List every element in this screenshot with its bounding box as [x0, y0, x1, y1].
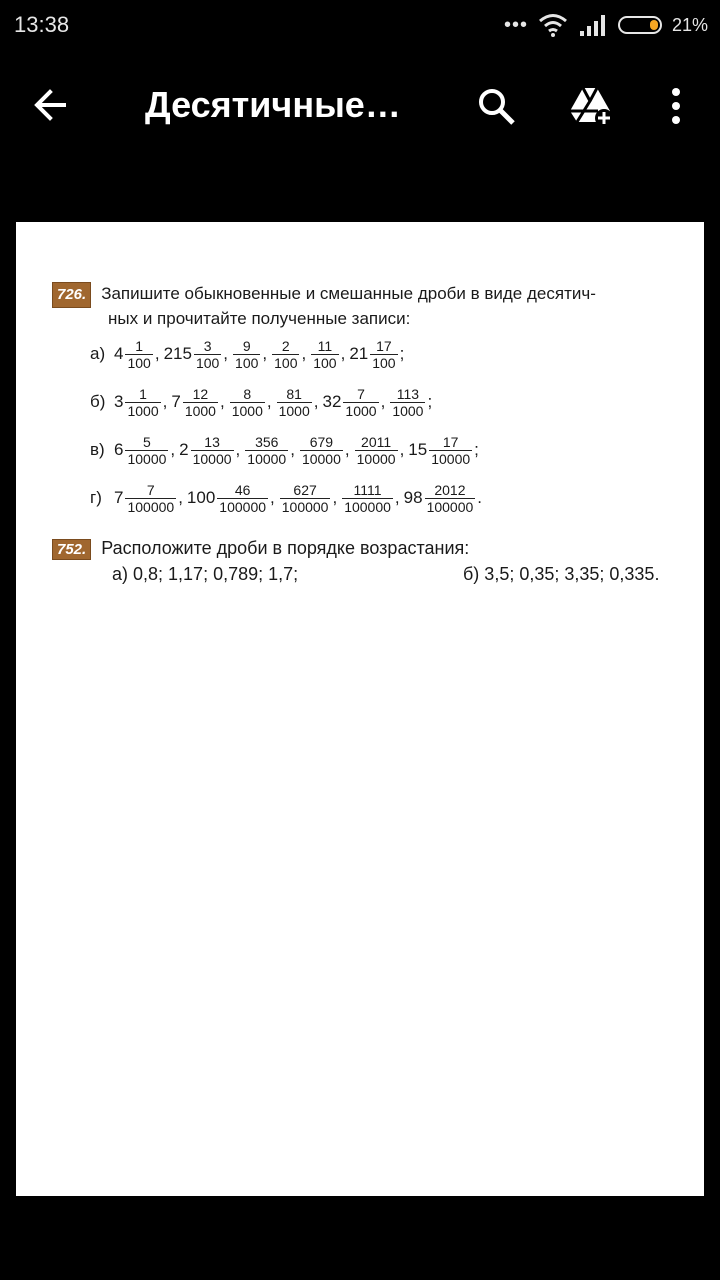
numerator: 627 — [293, 481, 317, 498]
numerator: 17 — [376, 337, 392, 354]
numerator: 13 — [204, 433, 220, 450]
fraction — [191, 434, 234, 467]
status-bar — [0, 0, 720, 50]
fraction — [125, 434, 168, 467]
fraction-row — [90, 426, 662, 474]
wifi-icon — [538, 13, 568, 37]
document-page[interactable] — [16, 222, 704, 1196]
page-title: Десятичные… — [145, 84, 401, 125]
whole-part: 215 — [163, 344, 192, 363]
numerator: 12 — [192, 385, 209, 402]
numerator: 1 — [139, 385, 147, 402]
separator: , — [270, 488, 275, 507]
fraction-row — [90, 378, 662, 426]
numerator: 17 — [442, 433, 459, 450]
separator: , — [262, 344, 268, 363]
separator: , — [399, 440, 405, 459]
separator: , — [380, 392, 386, 411]
separator: , — [162, 392, 168, 411]
fraction — [280, 482, 331, 515]
denominator: 100 — [313, 354, 337, 371]
fraction — [245, 434, 288, 467]
battery-icon — [618, 16, 662, 34]
more-vert-icon[interactable] — [654, 84, 698, 128]
whole-part: 100 — [186, 488, 216, 507]
document-content — [52, 282, 662, 585]
fraction — [343, 386, 378, 419]
numerator: 2012 — [434, 481, 466, 498]
fraction — [300, 434, 343, 467]
denominator: 1000 — [345, 402, 377, 419]
separator: , — [170, 440, 176, 459]
denominator: 10000 — [192, 450, 232, 467]
fraction — [125, 386, 160, 419]
whole-part: 2 — [179, 440, 189, 459]
separator: , — [313, 392, 319, 411]
numerator: 3 — [203, 337, 212, 354]
denominator: 100000 — [281, 498, 329, 515]
denominator: 100 — [127, 354, 151, 371]
fraction — [355, 434, 398, 467]
denominator: 100 — [195, 354, 220, 371]
row-label: в) — [90, 440, 105, 459]
denominator: 100000 — [219, 498, 267, 515]
fraction — [277, 386, 312, 419]
numerator: 2011 — [361, 433, 392, 450]
part-a: а) 0,8; 1,17; 0,789; 1,7; — [112, 564, 299, 584]
denominator: 1000 — [278, 402, 310, 419]
status-time: 13:38 — [14, 12, 70, 37]
exercise-752 — [52, 538, 662, 585]
whole-part: 7 — [114, 488, 124, 507]
fraction — [230, 386, 265, 419]
whole-part: 6 — [114, 440, 124, 459]
fraction — [125, 338, 152, 371]
numerator: 1111 — [353, 481, 382, 498]
back-arrow-icon[interactable] — [30, 85, 70, 125]
denominator: 1000 — [184, 402, 216, 419]
separator: , — [340, 344, 346, 363]
signal-icon — [578, 13, 608, 37]
whole-part: 15 — [408, 440, 428, 459]
separator: , — [344, 440, 350, 459]
row-label: а) — [90, 344, 106, 363]
whole-part: 7 — [171, 392, 181, 411]
drive-add-icon[interactable] — [568, 84, 612, 128]
separator: . — [477, 488, 483, 507]
separator: , — [178, 488, 183, 507]
denominator: 1000 — [231, 402, 263, 419]
fraction — [194, 338, 221, 371]
fraction — [272, 338, 299, 371]
denominator: 1000 — [392, 402, 424, 419]
numerator: 7 — [146, 481, 155, 498]
fraction — [217, 482, 268, 515]
numerator: 8 — [243, 385, 252, 402]
exercise-number: 726. — [52, 282, 91, 308]
denominator: 10000 — [127, 450, 167, 467]
whole-part: 21 — [349, 344, 369, 363]
fraction-row — [90, 330, 662, 378]
numerator: 46 — [234, 481, 251, 498]
fraction — [429, 434, 472, 467]
denominator: 100000 — [344, 498, 391, 515]
denominator: 10000 — [356, 450, 396, 467]
whole-part: 98 — [403, 488, 423, 507]
fraction — [125, 482, 176, 515]
fraction — [425, 482, 476, 515]
app-bar — [0, 60, 720, 150]
row-label: б) — [90, 392, 106, 411]
denominator: 10000 — [247, 450, 287, 467]
fraction — [233, 338, 260, 371]
separator: , — [332, 488, 338, 507]
separator: ; — [427, 392, 433, 411]
denominator: 10000 — [301, 450, 341, 467]
separator: , — [301, 344, 307, 363]
numerator: 5 — [143, 433, 151, 450]
fraction-row — [90, 474, 662, 522]
separator: , — [394, 488, 400, 507]
status-icons — [504, 10, 708, 40]
exercise-text-line1: Запишите обыкновенные и смешанные дроби в виде десятич- — [101, 284, 596, 303]
exercise-number: 752. — [52, 539, 91, 560]
separator: , — [290, 440, 295, 459]
denominator: 100 — [235, 354, 259, 371]
separator: ; — [399, 344, 405, 363]
separator: , — [154, 344, 160, 363]
exercise-text: Расположите дроби в порядке возрастания: — [101, 538, 470, 558]
exercise-726 — [52, 282, 662, 330]
whole-part: 32 — [322, 392, 342, 411]
numerator: 9 — [242, 337, 251, 354]
denominator: 100000 — [426, 498, 474, 515]
battery-percent: 21% — [671, 14, 708, 35]
denominator: 10000 — [431, 450, 471, 467]
numerator: 1 — [135, 337, 144, 354]
whole-part: 3 — [114, 392, 124, 411]
notification-dots-icon: ••• — [503, 13, 528, 36]
fraction — [390, 386, 425, 419]
fraction — [311, 338, 338, 371]
part-b: б) 3,5; 0,35; 3,35; 0,335. — [463, 564, 660, 584]
fraction — [183, 386, 218, 419]
denominator: 100000 — [127, 498, 175, 515]
separator: , — [266, 392, 272, 411]
numerator: 2 — [281, 337, 290, 354]
denominator: 100 — [274, 354, 298, 371]
numerator: 7 — [357, 385, 365, 402]
numerator: 81 — [286, 385, 302, 402]
denominator: 100 — [372, 354, 396, 371]
fraction — [370, 338, 397, 371]
separator: ; — [474, 440, 479, 459]
separator: , — [235, 440, 241, 459]
denominator: 1000 — [127, 402, 159, 419]
whole-part: 4 — [114, 344, 124, 363]
separator: , — [219, 392, 225, 411]
search-icon[interactable] — [474, 84, 518, 128]
fraction-rows — [52, 330, 662, 522]
exercise-text-line2: ных и прочитайте полученные записи: — [108, 309, 411, 328]
numerator: 679 — [309, 433, 334, 450]
numerator: 113 — [396, 385, 420, 402]
row-label: г) — [90, 488, 102, 507]
numerator: 356 — [255, 433, 279, 450]
fraction — [342, 482, 393, 515]
numerator: 11 — [317, 337, 333, 354]
separator: , — [223, 344, 229, 363]
